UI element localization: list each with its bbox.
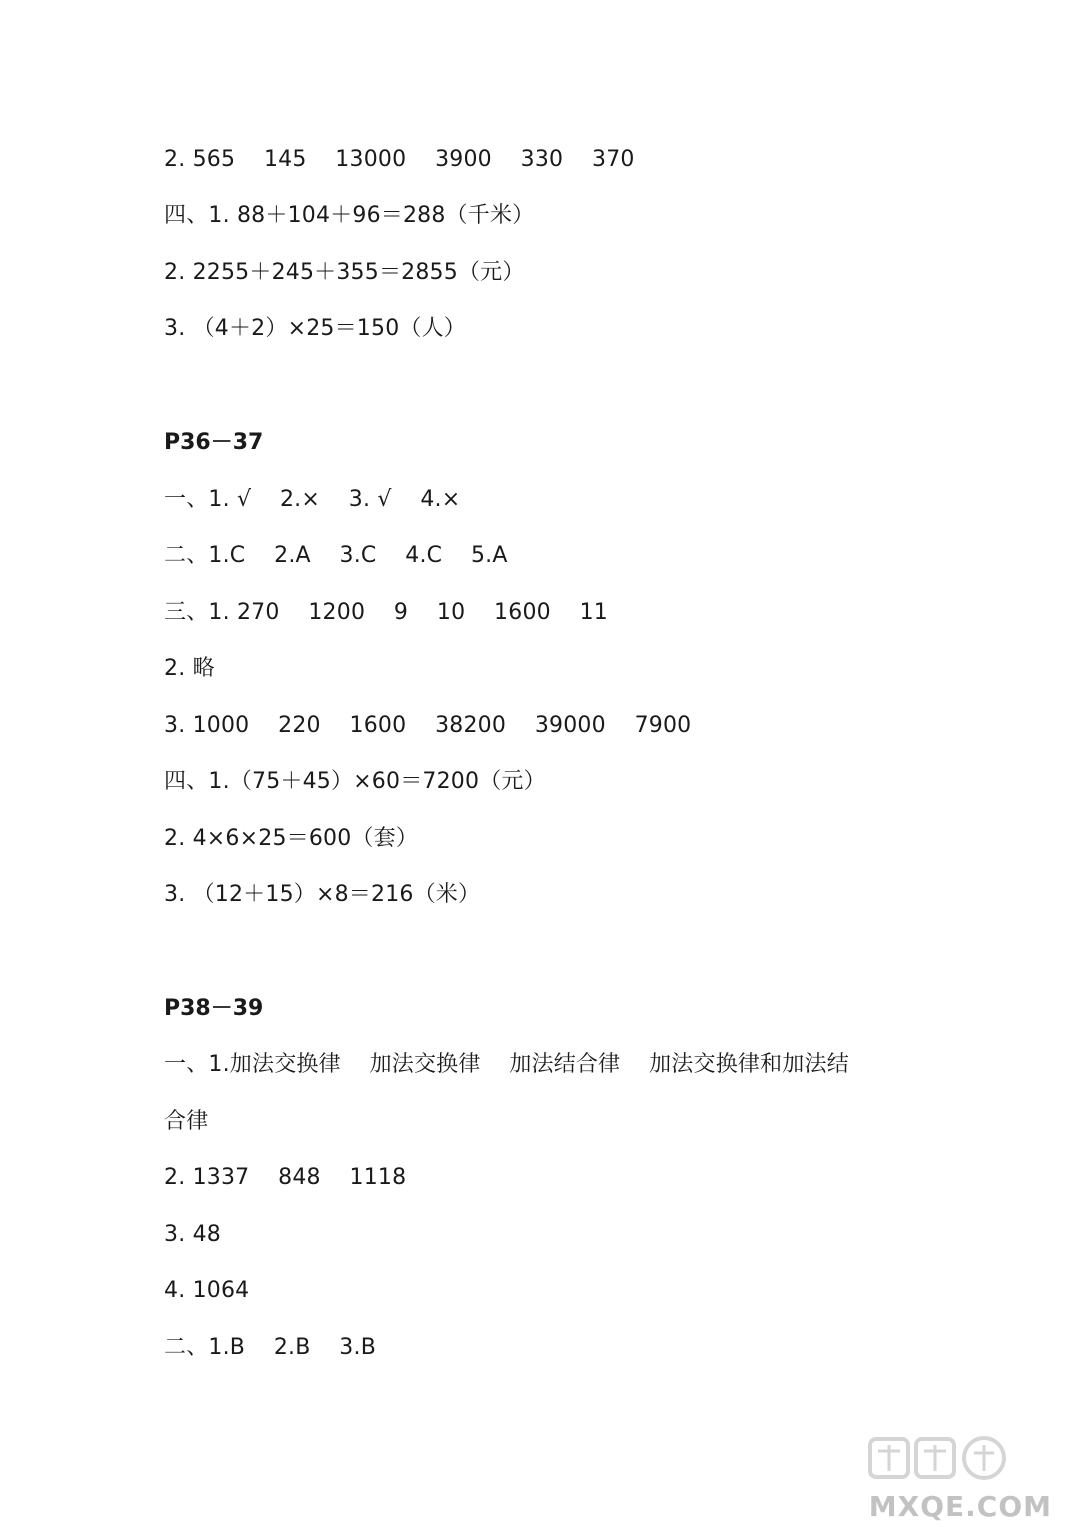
answer-line: 2. 565 145 13000 3900 330 370	[164, 147, 635, 172]
answer-line: 合律	[164, 1109, 209, 1134]
section-heading: P38－39	[164, 996, 264, 1021]
answer-line: 3. （12＋15）×8＝216（米）	[164, 882, 481, 907]
answer-line: 3. 1000 220 1600 38200 39000 7900	[164, 713, 692, 738]
answer-line: 3. （4＋2）×25＝150（人）	[164, 316, 466, 341]
answer-line: 2. 4×6×25＝600（套）	[164, 826, 419, 851]
answer-line: 三、1. 270 1200 9 10 1600 11	[164, 600, 608, 625]
answer-line: 一、1. √ 2.× 3. √ 4.×	[164, 487, 461, 512]
answer-line: 四、1.（75＋45）×60＝7200（元）	[164, 769, 546, 794]
answer-line: 2. 略	[164, 656, 215, 681]
watermark-text: MXQE.COM	[868, 1490, 1052, 1523]
answer-line: 一、1.加法交换律 加法交换律 加法结合律 加法交换律和加法结	[164, 1052, 849, 1077]
answer-line: 3. 48	[164, 1222, 221, 1247]
answer-line: 二、1.B 2.B 3.B	[164, 1335, 376, 1360]
section-heading: P36－37	[164, 430, 264, 455]
answer-line: 2. 2255＋245＋355＝2855（元）	[164, 260, 525, 285]
answer-line: 4. 1064	[164, 1278, 250, 1303]
answer-line: 四、1. 88＋104＋96＝288（千米）	[164, 203, 535, 228]
answer-line: 2. 1337 848 1118	[164, 1165, 407, 1190]
answer-line: 二、1.C 2.A 3.C 4.C 5.A	[164, 543, 508, 568]
